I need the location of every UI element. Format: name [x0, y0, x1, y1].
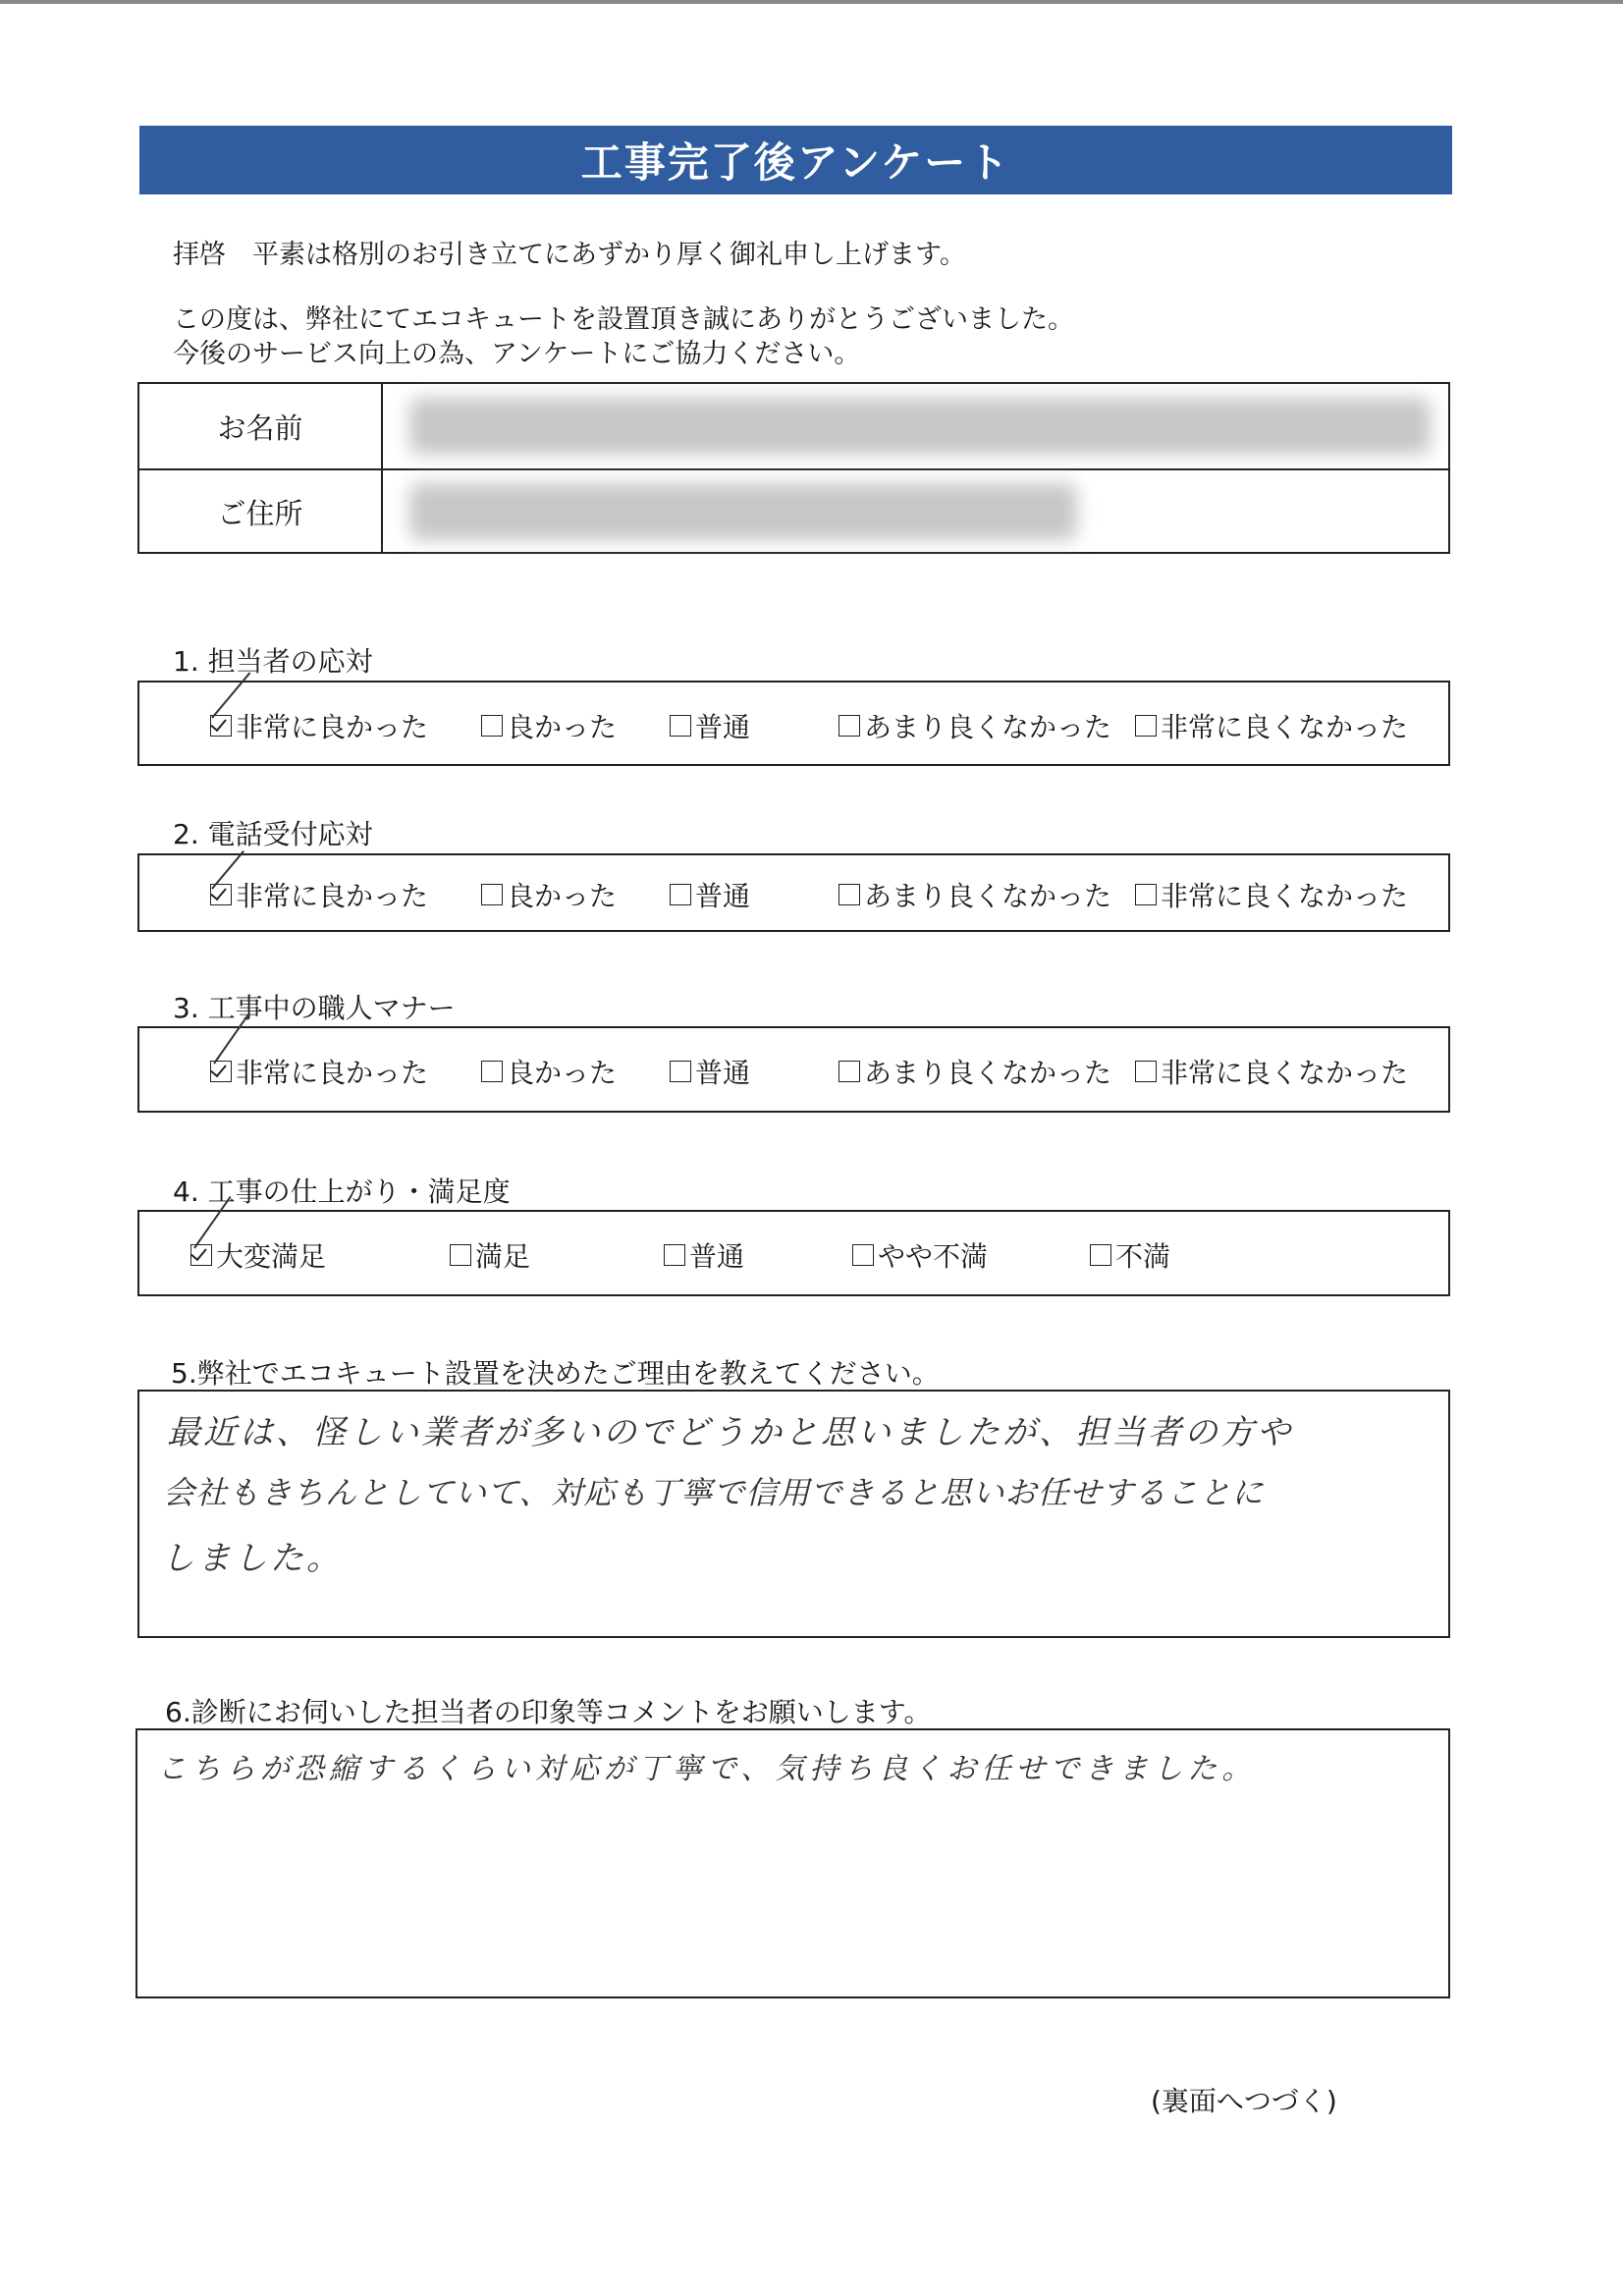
checkbox-icon[interactable] — [481, 884, 503, 905]
checkbox-icon[interactable] — [450, 1244, 471, 1266]
checkbox-icon[interactable] — [1135, 715, 1157, 737]
address-label: ご住所 — [139, 469, 383, 554]
q3-option-1[interactable]: 非常に良かった — [210, 1052, 428, 1091]
checkbox-icon[interactable] — [839, 1061, 860, 1082]
checkbox-icon[interactable] — [1135, 1061, 1157, 1082]
q2-options-box — [137, 853, 1450, 932]
q6-answer-box[interactable] — [135, 1728, 1450, 1998]
q4-title: 4. 工事の仕上がり・満足度 — [173, 1175, 511, 1208]
customer-info-table — [137, 382, 1450, 554]
q3-option-2[interactable]: 良かった — [481, 1052, 617, 1091]
checkbox-icon[interactable] — [839, 884, 860, 905]
intro-line-1: この度は、弊社にてエコキュートを設置頂き誠にありがとうございました。 — [173, 304, 1074, 335]
q6-answer-line-1: こちらが恐縮するくらい対応が丁寧で、気持ち良くお任せできました。 — [157, 1752, 1257, 1786]
q2-option-1[interactable]: 非常に良かった — [210, 875, 428, 914]
q6-title: 6.診断にお伺いした担当者の印象等コメントをお願いします。 — [165, 1696, 932, 1728]
q4-option-2[interactable]: 満足 — [450, 1235, 530, 1275]
q2-option-4[interactable]: あまり良くなかった — [839, 875, 1111, 914]
q3-option-4[interactable]: あまり良くなかった — [839, 1052, 1111, 1091]
checked-box-icon[interactable] — [210, 1061, 232, 1082]
checkbox-icon[interactable] — [670, 715, 691, 737]
q4-option-4[interactable]: やや不満 — [852, 1235, 988, 1275]
q2-option-2[interactable]: 良かった — [481, 875, 617, 914]
q2-option-5[interactable]: 非常に良くなかった — [1135, 875, 1408, 914]
q3-option-5[interactable]: 非常に良くなかった — [1135, 1052, 1408, 1091]
q1-option-1[interactable]: 非常に良かった — [210, 706, 428, 745]
greeting-text: 拝啓 平素は格別のお引き立てにあずかり厚く御礼申し上げます。 — [173, 240, 966, 270]
name-label: お名前 — [139, 384, 383, 468]
continue-on-back-note: (裏面へつづく) — [1151, 2085, 1337, 2117]
checkbox-icon[interactable] — [839, 715, 860, 737]
page-top-edge — [0, 0, 1623, 4]
q1-options-box — [137, 681, 1450, 766]
q1-option-3[interactable]: 普通 — [670, 706, 750, 745]
checkbox-icon[interactable] — [852, 1244, 874, 1266]
q2-option-3[interactable]: 普通 — [670, 875, 750, 914]
q5-answer-line-2: 会社もきちんとしていて、対応も丁寧で信用できると思いお任せすることに — [163, 1474, 1265, 1511]
redacted-address — [409, 483, 1077, 540]
q3-options-box — [137, 1026, 1450, 1113]
q5-answer-line-3: しました。 — [161, 1539, 343, 1578]
redacted-name — [409, 398, 1431, 455]
checkbox-icon[interactable] — [481, 1061, 503, 1082]
checkbox-icon[interactable] — [670, 1061, 691, 1082]
q4-options-box — [137, 1210, 1450, 1296]
q3-option-3[interactable]: 普通 — [670, 1052, 750, 1091]
q4-option-3[interactable]: 普通 — [664, 1235, 744, 1275]
survey-title: 工事完了後アンケート — [139, 126, 1452, 194]
q5-answer-line-1: 最近は、怪しい業者が多いのでどうかと思いましたが、担当者の方や — [167, 1413, 1293, 1452]
q4-option-1[interactable]: 大変満足 — [190, 1235, 326, 1275]
intro-line-2: 今後のサービス向上の為、アンケートにご協力ください。 — [173, 339, 861, 369]
checked-box-icon[interactable] — [210, 715, 232, 737]
q2-title: 2. 電話受付応対 — [173, 818, 373, 850]
q3-title: 3. 工事中の職人マナー — [173, 992, 456, 1024]
address-row — [139, 469, 1448, 554]
checkbox-icon[interactable] — [670, 884, 691, 905]
q5-title: 5.弊社でエコキュート設置を決めたご理由を教えてください。 — [171, 1357, 940, 1390]
q1-option-4[interactable]: あまり良くなかった — [839, 706, 1111, 745]
name-row — [139, 384, 1448, 470]
q1-option-2[interactable]: 良かった — [481, 706, 617, 745]
q5-answer-box[interactable] — [137, 1390, 1450, 1638]
checkbox-icon[interactable] — [1135, 884, 1157, 905]
q1-title: 1. 担当者の応対 — [173, 645, 373, 678]
q1-option-5[interactable]: 非常に良くなかった — [1135, 706, 1408, 745]
checkbox-icon[interactable] — [481, 715, 503, 737]
checkbox-icon[interactable] — [1090, 1244, 1111, 1266]
q4-option-5[interactable]: 不満 — [1090, 1235, 1170, 1275]
checkbox-icon[interactable] — [664, 1244, 685, 1266]
